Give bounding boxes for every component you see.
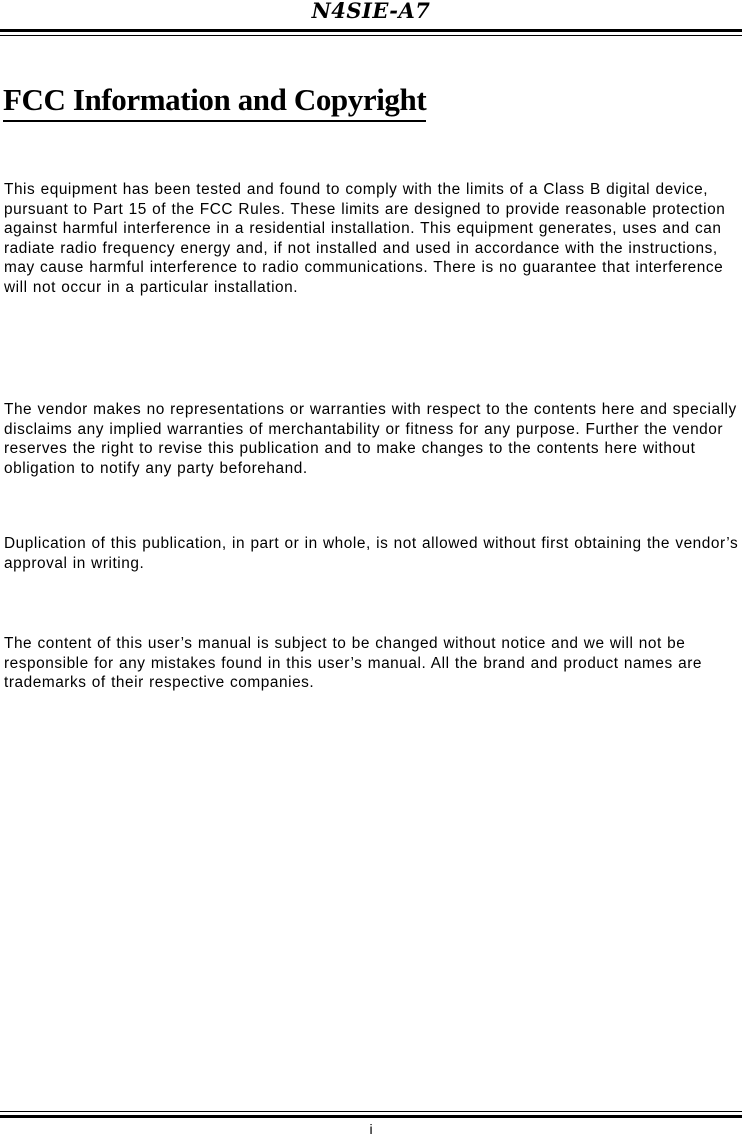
page-number: i xyxy=(369,1121,373,1137)
manual-changes-paragraph: The content of this user’s manual is subject to be changed without notice and we will not be responsible for any mistakes found in this user’s manual. All the brand and product names are trademarks of their respective companies. xyxy=(4,635,703,692)
footer-rule-thin xyxy=(0,1111,742,1112)
header-rule-thin xyxy=(0,35,742,36)
duplication-paragraph: Duplication of this publication, in part or in whole, is not allowed without first obtaining the vendor’s approval in writing. xyxy=(4,535,739,572)
document-title: N4SIE-A7 xyxy=(311,0,431,23)
fcc-compliance-paragraph: This equipment has been tested and found to comply with the limits of a Class B digital device, pursuant to Part 15 of the FCC Rules. These limits are designed to provide reasonable protection against harmful interference in a residential installation. This equipment generates, uses and can radiate radio frequency energy and, if not installed and used in accordance with the instructions, may cause harmful interference to radio communications. There is no guarantee that interference will not occur in a particular installation. xyxy=(4,181,726,296)
header-rule-thick xyxy=(0,29,742,32)
footer-rule-thick xyxy=(0,1115,742,1118)
section-heading: FCC Information and Copyright xyxy=(3,80,426,122)
vendor-disclaimer-paragraph: The vendor makes no representations or warranties with respect to the contents here and specially disclaims any implied warranties of merchantability or fitness for any purpose. Further the vendor reserves the right to revise this publication and to make changes to the contents here without obligation to notify any party beforehand. xyxy=(4,401,737,477)
